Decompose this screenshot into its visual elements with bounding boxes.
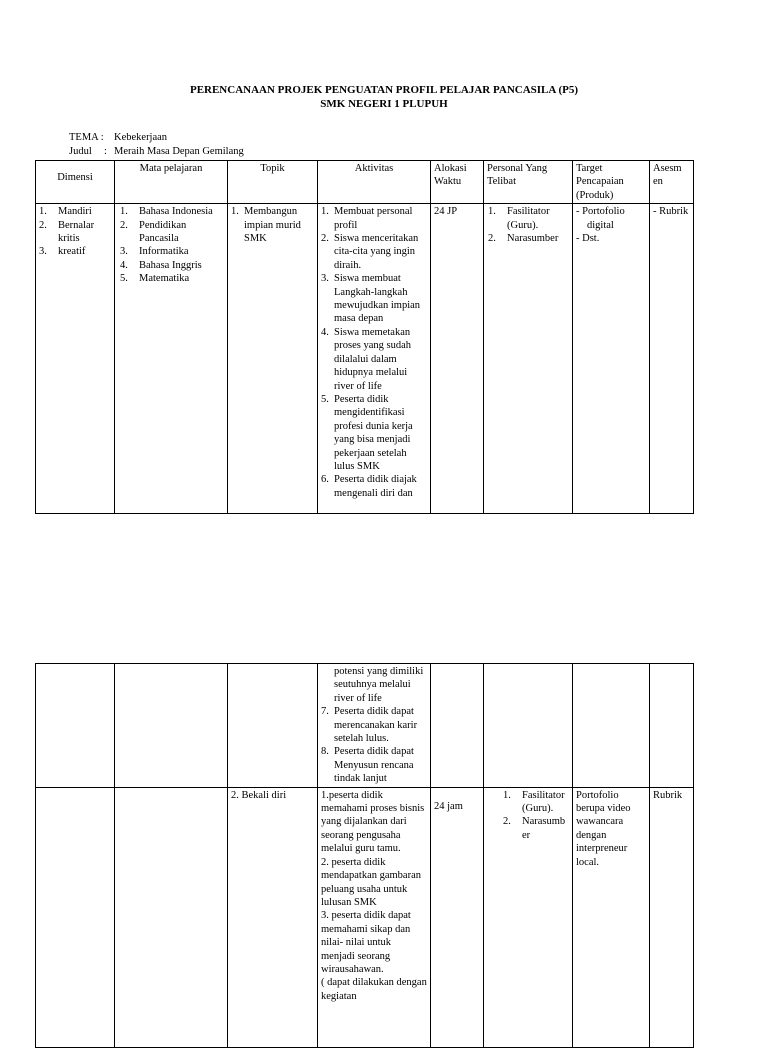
header-topik: Topik <box>228 161 318 204</box>
list-item <box>321 232 427 272</box>
list-item <box>321 393 427 473</box>
list-item <box>321 473 427 500</box>
header-target-line2: Pencapaian <box>576 176 624 188</box>
list-item <box>37 245 111 258</box>
aktivitas-paragraph: 2. peserta didik mendapatkan gambaran peluang usaha untuk lulusan SMK <box>321 856 421 908</box>
cell-target: Portofolio berupa video wawancara dengan interpreneur local. <box>573 787 650 1047</box>
item-text: Membuat personal profil <box>334 206 413 231</box>
target-item-1: - Portofolio digital <box>576 206 625 231</box>
header-asesmen-line2: en <box>653 176 663 188</box>
item-text: Fasilitator (Guru). <box>507 206 550 231</box>
target-item-2: - Dst. <box>576 233 600 245</box>
item-text: Bahasa Indonesia <box>139 206 213 218</box>
cell-asesmen <box>650 204 694 514</box>
table-row <box>36 664 694 788</box>
cell-dimensi <box>36 787 115 1047</box>
tema-value: Kebekerjaan <box>114 132 168 143</box>
cell-personal <box>484 664 573 788</box>
header-aktivitas: Aktivitas <box>318 161 431 204</box>
list-item <box>231 205 314 245</box>
header-target <box>573 161 650 204</box>
project-plan-table-continued <box>35 663 694 1048</box>
cell-alokasi <box>431 664 484 788</box>
header-target-line3: (Produk) <box>576 189 614 201</box>
cell-target <box>573 204 650 514</box>
item-number: 2. <box>39 219 47 231</box>
list-item <box>118 272 224 285</box>
list-item <box>118 259 224 272</box>
item-text: Membangun impian murid SMK <box>244 206 301 245</box>
item-text: Bahasa Inggris <box>139 259 202 271</box>
item-text: kreatif <box>58 246 86 258</box>
cell-personal <box>484 204 573 514</box>
item-number: 2. <box>503 816 511 828</box>
item-number: 5. <box>120 273 128 285</box>
header-personal-line1: Personal Yang <box>487 163 548 174</box>
item-number: 1. <box>321 206 329 218</box>
item-text: Siswa membuat Langkah-langkah mewujudkan impian masa depan <box>334 273 421 325</box>
item-text: Siswa menceritakan cita-cita yang ingin diraih. <box>334 233 419 271</box>
list-item <box>37 205 111 218</box>
school-name: SMK NEGERI 1 PLUPUH <box>320 98 448 110</box>
document-title: PERENCANAAN PROJEK PENGUATAN PROFIL PELAJAR PANCASILA (P5) <box>189 84 579 96</box>
list-item <box>486 205 569 232</box>
cell-topik <box>228 664 318 788</box>
table-row <box>36 787 694 1047</box>
item-text: Fasilitator (Guru). <box>522 789 565 815</box>
item-number: 7. <box>321 706 329 718</box>
list-item <box>37 219 111 246</box>
item-number: 1. <box>488 206 496 218</box>
alokasi-text: 24 jam <box>434 800 463 812</box>
aktivitas-paragraph: 1.peserta didik memahami proses bisnis yang dijalankan dari seorang pengusaha melalui guru tamu. <box>321 789 425 855</box>
header-asesmen <box>650 161 694 204</box>
item-number: 4. <box>120 259 128 271</box>
cell-target <box>573 664 650 788</box>
list-item <box>501 815 569 842</box>
cell-alokasi: 24 JP <box>431 204 484 514</box>
tema-label: TEMA : <box>69 132 104 143</box>
item-text: Peserta didik dapat merencanakan karir setelah lulus. <box>334 706 418 745</box>
table-row <box>36 204 694 514</box>
aktivitas-paragraph: ( dapat dilakukan dengan kegiatan <box>321 977 427 1002</box>
cell-aktivitas <box>318 664 431 788</box>
header-alokasi-line1: Alokasi <box>434 163 467 174</box>
cell-alokasi <box>431 787 484 1047</box>
judul-value: Meraih Masa Depan Gemilang <box>114 146 244 157</box>
cell-mapel <box>115 787 228 1047</box>
list-item <box>321 205 427 232</box>
list-item <box>321 326 427 393</box>
cell-asesmen: Rubrik <box>650 787 694 1047</box>
item-text: Narasumber <box>507 233 559 245</box>
project-plan-table <box>35 160 694 514</box>
item-number: 5. <box>321 393 329 405</box>
asesmen-text: - Rubrik <box>653 206 689 218</box>
item-number: 2. <box>488 233 496 245</box>
cell-personal <box>484 787 573 1047</box>
item-number: 4. <box>321 326 329 338</box>
list-item <box>321 705 427 745</box>
item-number: 3. <box>120 246 128 258</box>
cell-topik: 2. Bekali diri <box>228 787 318 1047</box>
item-text: Informatika <box>139 246 189 258</box>
cell-dimensi <box>36 204 115 514</box>
cell-dimensi <box>36 664 115 788</box>
item-text: Peserta didik mengidentifikasi profesi dunia kerja yang bisa menjadi pekerjaan setelah lulus SMK <box>334 393 413 472</box>
item-text: Narasumber <box>522 816 566 841</box>
item-number: 2. <box>120 219 128 231</box>
header-dimensi-text: Dimensi <box>57 172 93 183</box>
cell-topik <box>228 204 318 514</box>
item-number: 1. <box>231 206 239 218</box>
judul-colon: : <box>104 146 107 157</box>
aktivitas-paragraph: 3. peserta didik dapat memahami sikap dan nilai- nilai untuk menjadi seorang wirausahawan. <box>321 910 411 975</box>
list-item <box>501 789 569 816</box>
judul-label: Judul <box>69 146 92 157</box>
item-text: Siswa memetakan proses yang sudah dilalalui dalam hidupnya melalui river of life <box>334 326 411 392</box>
list-item <box>321 272 427 326</box>
item-text: Pendidikan Pancasila <box>139 219 187 245</box>
list-item <box>321 745 427 785</box>
list-item <box>118 205 224 218</box>
list-item <box>118 219 224 246</box>
cell-aktivitas <box>318 204 431 514</box>
header-dimensi <box>36 161 115 204</box>
header-personal-line2: Telibat <box>487 176 517 188</box>
list-item <box>118 245 224 258</box>
item-number: 1. <box>120 206 128 218</box>
aktivitas-continuation: potensi yang dimiliki seutuhnya melalui river of life <box>334 666 424 704</box>
header-alokasi-line2: Waktu <box>434 176 462 188</box>
item-number: 1. <box>503 789 511 801</box>
header-alokasi <box>431 161 484 204</box>
item-text: Peserta didik dapat Menyusun rencana tindak lanjut <box>334 746 414 785</box>
item-number: 3. <box>321 273 329 285</box>
cell-mapel <box>115 204 228 514</box>
item-number: 8. <box>321 746 329 758</box>
item-number: 1. <box>39 206 47 218</box>
header-asesmen-line1: Asesm <box>653 163 682 174</box>
header-personal <box>484 161 573 204</box>
item-text: Mandiri <box>58 206 92 218</box>
item-number: 2. <box>321 233 329 245</box>
item-number: 3. <box>39 246 47 258</box>
item-text: Peserta didik diajak mengenali diri dan <box>334 474 417 499</box>
cell-mapel <box>115 664 228 788</box>
table-header-row <box>36 161 694 204</box>
item-number: 6. <box>321 474 329 486</box>
item-text: Matematika <box>139 273 190 285</box>
cell-aktivitas <box>318 787 431 1047</box>
item-text: Bernalar kritis <box>58 219 95 245</box>
header-target-line1: Target <box>576 163 603 174</box>
list-item <box>486 232 569 245</box>
cell-asesmen <box>650 664 694 788</box>
header-mapel: Mata pelajaran <box>115 161 228 204</box>
